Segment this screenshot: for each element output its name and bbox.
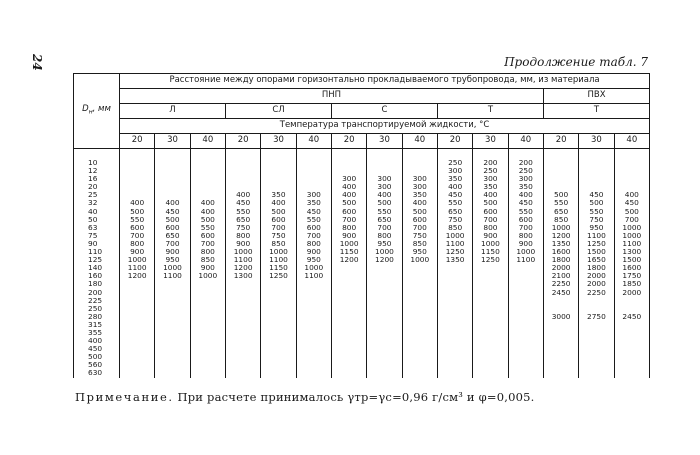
spacing-value: 1300 (233, 271, 253, 281)
spacing-value: 600 (271, 214, 286, 224)
dn-value: 250 (88, 303, 103, 313)
spacing-value: 850 (271, 238, 286, 248)
dn-value: 40 (88, 206, 98, 216)
spacing-value (544, 159, 578, 167)
spacing-value: 200 (518, 158, 533, 167)
spacing-value: 1250 (445, 247, 465, 257)
temperature-cell: 20 (543, 134, 578, 149)
spacing-value: 2000 (622, 287, 642, 297)
spacing-value: 1150 (269, 263, 288, 273)
dn-value: 560 (88, 360, 103, 370)
spacing-value: 700 (306, 230, 321, 240)
spacing-value: 350 (412, 190, 427, 200)
spacing-value: 450 (589, 190, 604, 200)
spacing-value (367, 159, 401, 167)
dn-value: 315 (88, 319, 103, 329)
dn-value: 140 (88, 263, 103, 273)
spacing-value: 300 (306, 190, 321, 200)
spacing-value: 900 (518, 238, 533, 248)
spacing-value: 900 (165, 247, 180, 257)
spacing-column (296, 149, 331, 378)
spacing-value (579, 297, 613, 305)
spacing-value: 1000 (622, 230, 642, 240)
spacing-value: 1200 (551, 230, 571, 240)
spacing-value (297, 175, 331, 183)
temperature-cell: 20 (437, 134, 472, 149)
spacing-value (226, 167, 260, 175)
spacing-value: 300 (448, 166, 463, 176)
spacing-value: 800 (518, 230, 533, 240)
spacing-value: 850 (554, 214, 569, 224)
spacing-value: 2000 (551, 263, 571, 273)
spacing-value (615, 297, 649, 305)
spacing-value: 700 (130, 230, 145, 240)
dn-value: 355 (88, 327, 103, 337)
spacing-value: 750 (448, 214, 463, 224)
spacing-value: 700 (342, 214, 357, 224)
dn-value: 400 (88, 336, 103, 346)
spacing-value: 350 (306, 198, 321, 208)
spacing-value: 800 (236, 230, 251, 240)
temperature-cell: 30 (367, 134, 402, 149)
spacing-value: 900 (236, 238, 251, 248)
spacing-value (120, 167, 154, 175)
spacing-value: 650 (165, 230, 180, 240)
spacing-value: 1000 (622, 222, 642, 232)
spacing-value: 2100 (551, 271, 571, 281)
spacing-value: 850 (200, 255, 215, 265)
dn-value: 125 (88, 255, 103, 265)
spacing-value: 400 (412, 198, 427, 208)
spacing-value: 500 (483, 198, 498, 208)
spacing-value: 1000 (410, 255, 430, 265)
spacing-value (615, 159, 649, 167)
spacing-value: 500 (165, 214, 180, 224)
spacing-value: 900 (483, 230, 498, 240)
spacing-value: 650 (236, 214, 251, 224)
dn-value: 16 (88, 174, 98, 184)
spacing-value (120, 159, 154, 167)
spacing-value: 700 (412, 222, 427, 232)
spacing-value: 1000 (127, 255, 147, 265)
spacing-value (261, 175, 295, 183)
spacing-value: 300 (377, 174, 392, 184)
spacing-value: 450 (518, 198, 533, 208)
subgroup-header-pvc-t: Т (543, 104, 649, 119)
dn-value: 500 (88, 352, 103, 362)
spacing-value: 450 (624, 198, 639, 208)
spacing-value: 1200 (339, 255, 359, 265)
spacing-value: 950 (589, 222, 604, 232)
spacing-value: 1500 (622, 255, 642, 265)
subgroup-header-s: С (331, 104, 437, 119)
spacing-value: 1200 (375, 255, 394, 265)
spacing-value: 700 (200, 238, 215, 248)
spacing-value (191, 159, 225, 167)
spacing-value (261, 167, 295, 175)
spacing-value: 1350 (445, 255, 465, 265)
spacing-value: 1000 (233, 247, 253, 257)
spacing-value: 1250 (481, 255, 500, 265)
spacing-value: 500 (624, 206, 639, 216)
spacing-value: 550 (554, 198, 569, 208)
spacing-value: 2000 (587, 279, 606, 289)
spacing-value: 300 (377, 182, 392, 192)
spacing-value: 300 (412, 174, 427, 184)
spacing-value: 550 (448, 198, 463, 208)
spacing-value: 3000 (551, 311, 571, 321)
spacing-column (120, 149, 155, 378)
spacing-value: 1000 (516, 247, 536, 257)
dn-value: 32 (88, 198, 98, 208)
dn-value: 12 (88, 166, 98, 176)
spacing-value: 1000 (481, 238, 500, 248)
spacing-value: 950 (165, 255, 180, 265)
spacing-value: 300 (518, 174, 533, 184)
spacing-value: 600 (130, 222, 145, 232)
spacing-value: 400 (483, 190, 498, 200)
spacing-value: 800 (200, 247, 215, 257)
spacing-value: 600 (412, 214, 427, 224)
spacing-value (191, 167, 225, 175)
spacing-value: 800 (377, 230, 392, 240)
dn-value: 63 (88, 222, 98, 232)
note-label: Примечание. (75, 390, 174, 404)
spacing-value: 1000 (445, 230, 465, 240)
spacing-value: 950 (377, 238, 392, 248)
spacing-value: 400 (624, 190, 639, 200)
temperature-cell: 30 (473, 134, 508, 149)
spacing-column (614, 149, 649, 378)
dn-value: 110 (88, 247, 103, 257)
spacing-value: 2250 (587, 287, 606, 297)
spacing-value: 400 (165, 198, 180, 208)
group-header-pvc: ПВХ (543, 89, 649, 104)
spacing-value (191, 183, 225, 191)
subgroup-header-l: Л (120, 104, 226, 119)
spacing-value: 1100 (516, 255, 536, 265)
subgroup-header-t: Т (437, 104, 543, 119)
spacing-value: 400 (200, 206, 215, 216)
spacing-value: 1800 (551, 255, 571, 265)
spacing-value: 200 (483, 158, 498, 167)
spacing-value: 600 (483, 206, 498, 216)
dn-value: 160 (88, 271, 103, 281)
spacing-value: 700 (624, 214, 639, 224)
spacing-value: 400 (236, 190, 251, 200)
spacing-value: 550 (236, 206, 251, 216)
spacing-value: 300 (483, 174, 498, 184)
spacing-value: 750 (589, 214, 604, 224)
subgroup-header-sl: СЛ (225, 104, 331, 119)
spacing-value: 1000 (269, 247, 288, 257)
dn-value: 280 (88, 311, 103, 321)
dn-value: 50 (88, 214, 98, 224)
spacing-value: 550 (377, 206, 392, 216)
spacing-value (226, 175, 260, 183)
spacing-value: 400 (518, 190, 533, 200)
spacing-value: 750 (236, 222, 251, 232)
temperature-cell: 40 (402, 134, 437, 149)
spacing-column (367, 149, 402, 378)
spacing-value (579, 167, 613, 175)
spacing-value: 250 (518, 166, 533, 176)
spacing-value: 650 (448, 206, 463, 216)
spacing-value: 950 (306, 255, 321, 265)
table-continuation-title: Продолжение табл. 7 (504, 55, 648, 69)
spacing-value (297, 167, 331, 175)
temperature-cell: 40 (296, 134, 331, 149)
dn-value: 450 (88, 344, 103, 354)
spacing-value: 900 (130, 247, 145, 257)
spacing-value (120, 183, 154, 191)
spacing-value (120, 175, 154, 183)
spacing-value: 1000 (375, 247, 394, 257)
spacing-value: 1500 (587, 247, 606, 257)
temperature-cell: 20 (225, 134, 260, 149)
spacing-value (615, 175, 649, 183)
spacing-value: 1000 (304, 263, 324, 273)
spacing-column (473, 149, 508, 378)
spacing-value: 750 (412, 230, 427, 240)
spacing-value: 700 (483, 214, 498, 224)
spacing-value (226, 159, 260, 167)
spacing-column (402, 149, 437, 378)
spacing-value: 500 (271, 206, 286, 216)
dn-value: 20 (88, 182, 98, 192)
temperature-cell: 20 (120, 134, 155, 149)
spacing-value: 1000 (163, 263, 182, 273)
spacing-value: 500 (412, 206, 427, 216)
spacing-value: 2450 (551, 287, 571, 297)
spacing-value: 700 (377, 222, 392, 232)
spacing-value: 1100 (304, 271, 324, 281)
spacing-value: 1300 (622, 247, 642, 257)
spacing-value: 550 (518, 206, 533, 216)
spacing-value (155, 183, 189, 191)
spacing-value: 2000 (587, 271, 606, 281)
spacing-value: 1600 (622, 263, 642, 273)
spacing-value: 350 (483, 182, 498, 192)
spacing-column (261, 149, 296, 378)
spacing-value: 450 (236, 198, 251, 208)
group-header-pnp: ПНП (120, 89, 544, 104)
spacing-value: 1000 (551, 222, 571, 232)
page-number: 24 (30, 54, 44, 71)
spacing-value: 500 (589, 198, 604, 208)
spacing-value (403, 159, 437, 167)
main-header: Расстояние между опорами горизонтально прокладываемого трубопровода, мм, из материала (120, 74, 650, 89)
dn-value: 25 (88, 190, 98, 200)
spacing-value: 600 (306, 222, 321, 232)
spacing-value: 550 (589, 206, 604, 216)
spacing-value: 300 (342, 174, 357, 184)
spacing-value (579, 175, 613, 183)
spacing-column (155, 149, 190, 378)
temperature-header: Температура транспортируемой жидкости, °С (120, 119, 650, 134)
temperature-cell: 30 (579, 134, 614, 149)
spacing-value: 350 (271, 190, 286, 200)
spacing-value: 250 (448, 158, 463, 167)
temperature-cell: 30 (261, 134, 296, 149)
spacing-value: 700 (165, 238, 180, 248)
spacing-value: 1250 (587, 238, 606, 248)
spacing-value: 450 (448, 190, 463, 200)
spacing-value (191, 175, 225, 183)
spacing-value: 450 (165, 206, 180, 216)
spacing-value: 2450 (622, 311, 642, 321)
spacing-value (544, 297, 578, 305)
spacing-value: 500 (342, 198, 357, 208)
spacing-value (332, 159, 366, 167)
spacing-value: 800 (483, 222, 498, 232)
spacing-value: 800 (342, 222, 357, 232)
spacing-value (155, 159, 189, 167)
spacing-value (155, 167, 189, 175)
spacing-value: 400 (377, 190, 392, 200)
spacing-value: 1100 (163, 271, 182, 281)
spacing-value: 800 (306, 238, 321, 248)
spacing-value: 1100 (233, 255, 253, 265)
spacing-value: 2250 (551, 279, 571, 289)
spacing-value: 1650 (587, 255, 606, 265)
dn-value: 10 (88, 158, 98, 167)
spacing-value: 500 (200, 214, 215, 224)
dn-value: 200 (88, 287, 103, 297)
spacing-value: 1100 (127, 263, 147, 273)
spacing-value (155, 175, 189, 183)
spacing-value: 700 (271, 222, 286, 232)
spacing-value: 1000 (339, 238, 359, 248)
spacing-value: 1100 (445, 238, 465, 248)
spacing-value: 1350 (551, 238, 571, 248)
dn-value: 180 (88, 279, 103, 289)
spacing-value: 1800 (587, 263, 606, 273)
spacing-value: 500 (130, 206, 145, 216)
spacing-value: 700 (518, 222, 533, 232)
note-text: При расчете принималось γтр=γс=0,96 г/см³ и φ=0,005. (173, 390, 535, 404)
spacing-value: 400 (342, 190, 357, 200)
spacing-value: 400 (342, 182, 357, 192)
spacing-value: 600 (165, 222, 180, 232)
spacing-column (543, 149, 578, 378)
spacing-value (297, 159, 331, 167)
dn-value: 630 (88, 368, 103, 378)
spacing-value: 450 (306, 206, 321, 216)
spacing-value: 350 (518, 182, 533, 192)
spacing-value: 550 (200, 222, 215, 232)
spacing-value: 1150 (339, 247, 359, 257)
spacing-value: 1100 (622, 238, 642, 248)
spacing-column (331, 149, 366, 378)
spacing-column (437, 149, 472, 378)
spacing-value: 400 (130, 198, 145, 208)
spacing-value: 250 (483, 166, 498, 176)
spacing-value: 550 (130, 214, 145, 224)
spacing-value: 1000 (198, 271, 218, 281)
spacing-value: 400 (448, 182, 463, 192)
dn-value: 75 (88, 230, 98, 240)
spacing-value: 900 (342, 230, 357, 240)
spacing-value: 950 (412, 247, 427, 257)
spacing-value: 900 (200, 263, 215, 273)
spacing-value (615, 167, 649, 175)
spacing-value: 800 (130, 238, 145, 248)
spacing-value: 1100 (269, 255, 288, 265)
spacing-column (508, 149, 543, 378)
spacing-value: 600 (518, 214, 533, 224)
spacing-value: 600 (200, 230, 215, 240)
dn-value: 90 (88, 238, 98, 248)
spacing-value: 300 (412, 182, 427, 192)
spacing-value: 1100 (587, 230, 606, 240)
dn-column-header: $D_н$, мм (74, 74, 120, 149)
spacing-value: 400 (271, 198, 286, 208)
table-note (75, 390, 535, 404)
spacing-value: 500 (377, 198, 392, 208)
spacing-column (579, 149, 614, 378)
spacing-value (261, 159, 295, 167)
spacing-value: 650 (377, 214, 392, 224)
spacing-value: 1250 (269, 271, 288, 281)
spacing-value: 1850 (622, 279, 642, 289)
spacing-value: 500 (554, 190, 569, 200)
temperature-cell: 40 (508, 134, 543, 149)
spacing-value: 850 (448, 222, 463, 232)
spacing-value: 600 (342, 206, 357, 216)
spacing-value: 650 (554, 206, 569, 216)
pipe-support-spacing-table (73, 73, 650, 378)
spacing-value: 1200 (233, 263, 253, 273)
temperature-cell: 40 (190, 134, 225, 149)
spacing-value: 350 (448, 174, 463, 184)
spacing-value: 1150 (481, 247, 500, 257)
spacing-column (225, 149, 260, 378)
spacing-value: 2750 (587, 311, 606, 321)
spacing-value (544, 175, 578, 183)
spacing-value: 1200 (127, 271, 147, 281)
spacing-column (190, 149, 225, 378)
dn-value: 225 (88, 295, 103, 305)
spacing-value (544, 167, 578, 175)
temperature-cell: 30 (155, 134, 190, 149)
spacing-value: 1600 (551, 247, 571, 257)
spacing-value: 400 (200, 198, 215, 208)
spacing-value: 1750 (622, 271, 642, 281)
spacing-value (579, 159, 613, 167)
dn-values-column (74, 149, 120, 378)
spacing-value: 750 (271, 230, 286, 240)
temperature-cell: 20 (331, 134, 366, 149)
temperature-cell: 40 (614, 134, 649, 149)
spacing-value: 550 (306, 214, 321, 224)
spacing-value: 850 (412, 238, 427, 248)
spacing-value: 900 (306, 247, 321, 257)
